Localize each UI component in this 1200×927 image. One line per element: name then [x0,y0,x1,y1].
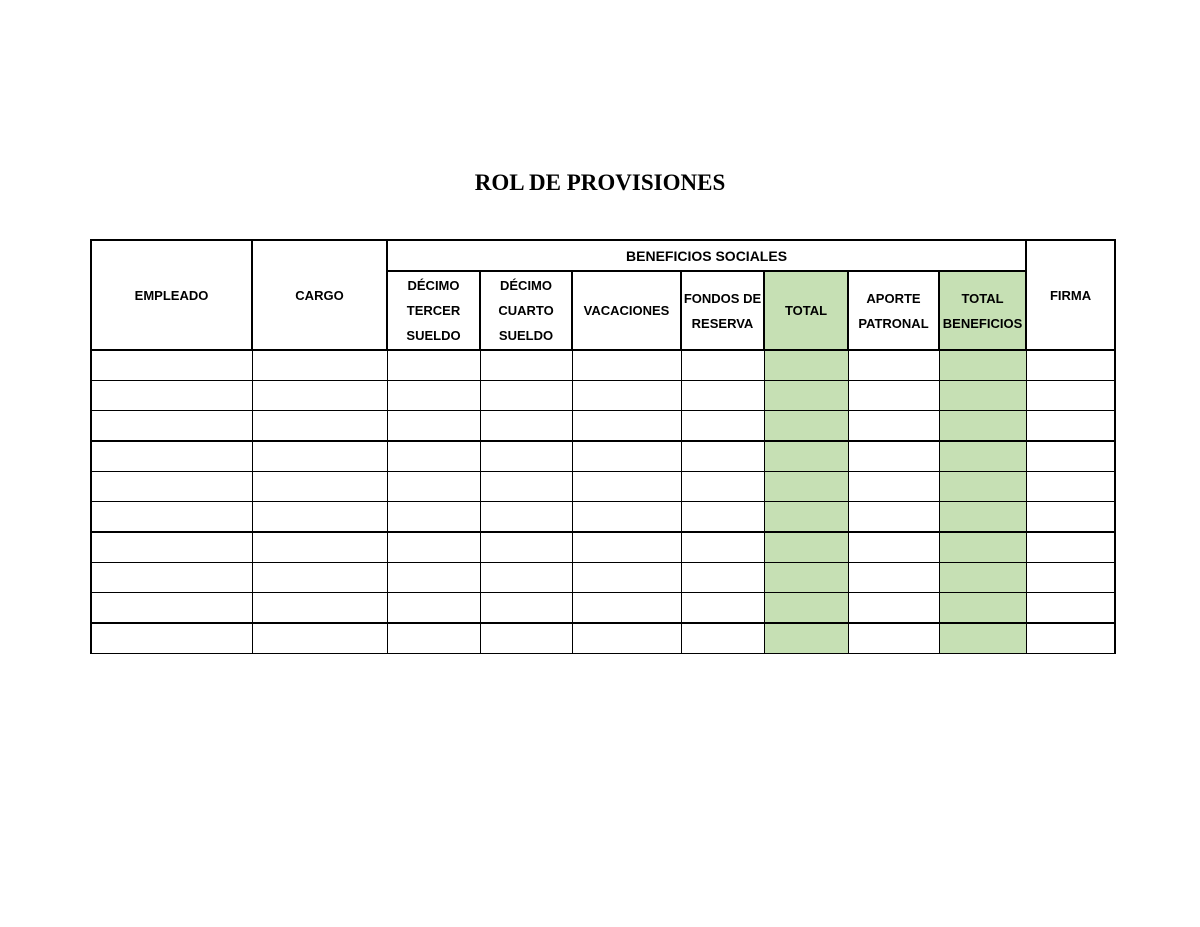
cell-empleado[interactable] [91,411,252,442]
table-row [91,532,1115,563]
table-row [91,411,1115,442]
cell-cargo[interactable] [252,381,387,411]
header-cargo: CARGO [252,240,387,350]
cell-cargo[interactable] [252,532,387,563]
cell-aporte-patronal[interactable] [848,411,939,442]
header-line: FONDOS DE [683,290,762,306]
cell-cargo[interactable] [252,472,387,502]
provisions-table [90,239,1116,654]
header-line: RESERVA [691,315,754,331]
cell-decimo-cuarto[interactable] [480,593,572,624]
header-line: TERCER [406,303,461,318]
header-line: DÉCIMO [500,278,552,293]
cell-decimo-cuarto[interactable] [480,381,572,411]
cell-vacaciones[interactable] [572,502,681,533]
cell-decimo-cuarto[interactable] [480,350,572,381]
header-decimo-cuarto-sueldo [480,271,572,350]
cell-cargo[interactable] [252,502,387,533]
table-row [91,441,1115,472]
cell-fondos-reserva[interactable] [681,411,764,442]
cell-firma[interactable] [1026,532,1115,563]
cell-vacaciones[interactable] [572,441,681,472]
cell-firma[interactable] [1026,472,1115,502]
cell-empleado[interactable] [91,593,252,624]
cell-empleado[interactable] [91,472,252,502]
header-firma: FIRMA [1026,240,1115,350]
cell-total-beneficios[interactable] [939,381,1026,411]
header-decimo-tercer-sueldo [387,271,480,350]
cell-fondos-reserva[interactable] [681,472,764,502]
cell-decimo-tercer[interactable] [387,563,480,593]
cell-empleado[interactable] [91,441,252,472]
cell-firma[interactable] [1026,563,1115,593]
cell-aporte-patronal[interactable] [848,532,939,563]
cell-total-beneficios[interactable] [939,350,1026,381]
header-line: SUELDO [498,328,554,343]
cell-firma[interactable] [1026,623,1115,654]
cell-total[interactable] [764,593,848,624]
cell-cargo[interactable] [252,593,387,624]
header-line: TOTAL [961,290,1004,306]
cell-total[interactable] [764,563,848,593]
header-line: SUELDO [406,328,461,343]
cell-aporte-patronal[interactable] [848,593,939,624]
cell-total-beneficios[interactable] [939,532,1026,563]
cell-decimo-tercer[interactable] [387,593,480,624]
table-row [91,381,1115,411]
cell-empleado[interactable] [91,381,252,411]
header-vacaciones: VACACIONES [572,271,681,350]
cell-decimo-cuarto[interactable] [480,441,572,472]
cell-aporte-patronal[interactable] [848,381,939,411]
table-row [91,350,1115,381]
cell-fondos-reserva[interactable] [681,532,764,563]
cell-total-beneficios[interactable] [939,502,1026,533]
cell-firma[interactable] [1026,411,1115,442]
header-line: APORTE [866,290,921,306]
table-row [91,502,1115,533]
cell-decimo-cuarto[interactable] [480,623,572,654]
cell-decimo-tercer[interactable] [387,472,480,502]
cell-cargo[interactable] [252,411,387,442]
header-empleado: EMPLEADO [91,240,252,350]
cell-aporte-patronal[interactable] [848,350,939,381]
cell-decimo-tercer[interactable] [387,532,480,563]
table-row [91,563,1115,593]
table-body [91,350,1115,654]
header-beneficios-sociales: BENEFICIOS SOCIALES [387,240,1026,271]
cell-firma[interactable] [1026,350,1115,381]
cell-empleado[interactable] [91,532,252,563]
cell-fondos-reserva[interactable] [681,441,764,472]
cell-cargo[interactable] [252,623,387,654]
cell-total[interactable] [764,381,848,411]
cell-vacaciones[interactable] [572,623,681,654]
cell-total[interactable] [764,623,848,654]
cell-total[interactable] [764,350,848,381]
cell-vacaciones[interactable] [572,381,681,411]
cell-vacaciones[interactable] [572,472,681,502]
cell-cargo[interactable] [252,441,387,472]
cell-firma[interactable] [1026,593,1115,624]
cell-total-beneficios[interactable] [939,441,1026,472]
cell-decimo-cuarto[interactable] [480,472,572,502]
cell-decimo-tercer[interactable] [387,381,480,411]
page-title: ROL DE PROVISIONES [474,170,726,195]
cell-fondos-reserva[interactable] [681,623,764,654]
table-row [91,623,1115,654]
cell-total[interactable] [764,411,848,442]
header-line: DÉCIMO [407,278,460,293]
header-line: CUARTO [498,303,554,318]
cell-vacaciones[interactable] [572,593,681,624]
cell-firma[interactable] [1026,381,1115,411]
cell-total[interactable] [764,441,848,472]
cell-aporte-patronal[interactable] [848,472,939,502]
cell-total[interactable] [764,472,848,502]
header-total: TOTAL [764,271,848,350]
cell-cargo[interactable] [252,563,387,593]
cell-empleado[interactable] [91,502,252,533]
cell-decimo-tercer[interactable] [387,350,480,381]
table-row [91,593,1115,624]
table-row [91,472,1115,502]
cell-aporte-patronal[interactable] [848,502,939,533]
header-fondos-de-reserva [681,271,764,350]
cell-aporte-patronal[interactable] [848,623,939,654]
cell-decimo-cuarto[interactable] [480,411,572,442]
header-total-beneficios [939,271,1026,350]
cell-aporte-patronal[interactable] [848,441,939,472]
cell-decimo-cuarto[interactable] [480,502,572,533]
cell-decimo-tercer[interactable] [387,441,480,472]
cell-vacaciones[interactable] [572,411,681,442]
header-line: PATRONAL [858,315,929,331]
cell-decimo-cuarto[interactable] [480,563,572,593]
cell-fondos-reserva[interactable] [681,563,764,593]
cell-fondos-reserva[interactable] [681,350,764,381]
cell-total-beneficios[interactable] [939,563,1026,593]
cell-decimo-tercer[interactable] [387,411,480,442]
cell-total-beneficios[interactable] [939,623,1026,654]
cell-fondos-reserva[interactable] [681,502,764,533]
cell-total-beneficios[interactable] [939,411,1026,442]
cell-empleado[interactable] [91,563,252,593]
cell-total[interactable] [764,532,848,563]
header-aporte-patronal [848,271,939,350]
cell-decimo-tercer[interactable] [387,623,480,654]
cell-firma[interactable] [1026,502,1115,533]
cell-vacaciones[interactable] [572,563,681,593]
cell-cargo[interactable] [252,350,387,381]
cell-empleado[interactable] [91,350,252,381]
cell-firma[interactable] [1026,441,1115,472]
cell-fondos-reserva[interactable] [681,593,764,624]
cell-total[interactable] [764,502,848,533]
cell-aporte-patronal[interactable] [848,563,939,593]
cell-decimo-tercer[interactable] [387,502,480,533]
cell-total-beneficios[interactable] [939,593,1026,624]
cell-vacaciones[interactable] [572,532,681,563]
cell-empleado[interactable] [91,623,252,654]
header-line: BENEFICIOS [942,315,1023,331]
cell-decimo-cuarto[interactable] [480,532,572,563]
cell-total-beneficios[interactable] [939,472,1026,502]
cell-vacaciones[interactable] [572,350,681,381]
cell-fondos-reserva[interactable] [681,381,764,411]
